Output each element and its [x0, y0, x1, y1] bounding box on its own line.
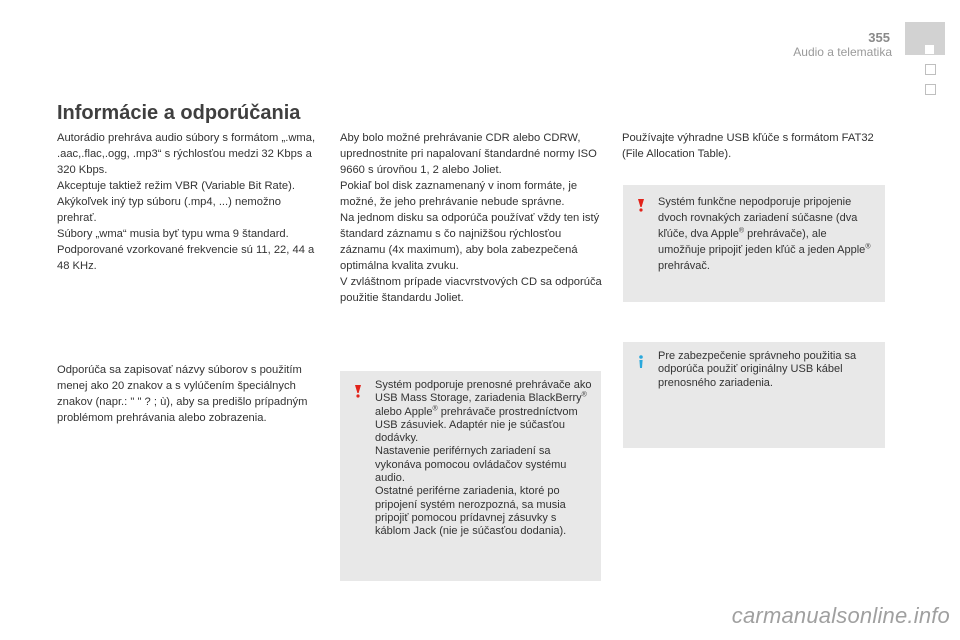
paragraph: Pokiaľ bol disk zaznamenaný v inom formáte, je možné, že jeho prehrávanie nebude správne.: [340, 180, 578, 208]
paragraph: Aby bolo možné prehrávanie CDR alebo CDRW, uprednostnite pri napalovaní štandardné normy ISO 9660 s úrovňou 1, 2 alebo Joliet.: [340, 132, 597, 176]
warning-icon: [633, 197, 649, 213]
paragraph: Akýkoľvek iný typ súboru (.mp4, ...) nemožno prehrať.: [57, 196, 281, 224]
page-title: Informácie a odporúčania: [57, 102, 301, 124]
paragraph: Autorádio prehráva audio súbory s formátom „.wma, .aac,.flac,.ogg, .mp3“ s rýchlosťou medzi 32 Kbps a 320 Kbps.: [57, 132, 316, 176]
paragraph: Pre zabezpečenie správneho použitia sa odporúča použiť originálny USB kábel prenosného zariadenia.: [658, 350, 857, 389]
column-1-text: [57, 130, 319, 274]
info-box-usb-cable: [623, 342, 885, 448]
column-3-text: [622, 130, 884, 162]
section-label: Audio a telematika: [793, 45, 892, 59]
paragraph: Systém podporuje prenosné prehrávače ako USB Mass Storage, zariadenia BlackBerry® alebo Apple® prehrávače prostredníctvom USB zásuviek. Adaptér nie je súčasťou dodávky.: [375, 379, 592, 445]
column-2-text: [340, 130, 602, 306]
chapter-tab-marker: [925, 45, 934, 54]
column-1-note: [57, 362, 319, 426]
paragraph: Nastavenie periférnych zariadení sa vykonáva pomocou ovládačov systému audio.: [375, 445, 567, 485]
paragraph: Odporúča sa zapisovať názvy súborov s použitím menej ako 20 znakov a s vylúčením špeciálnych znakov (napr.: " " ? ; ù), aby sa predišlo prípadným problémom prehrávania alebo zobrazenia.: [57, 364, 308, 424]
paragraph: Systém funkčne nepodporuje pripojenie dvoch rovnakých zariadení súčasne (dva kľúče, dva Apple® prehrávače), ale umožňuje pripojiť jeden kľúč a jeden Apple® prehrávač.: [658, 196, 871, 272]
paragraph: Podporované vzorkované frekvencie sú 11, 22, 44 a 48 KHz.: [57, 244, 315, 272]
paragraph: Akceptuje taktiež režim VBR (Variable Bit Rate).: [57, 180, 295, 192]
watermark: carmanualsonline.info: [731, 603, 950, 628]
page-number: 355: [868, 30, 890, 45]
warning-icon: [350, 383, 366, 399]
warning-text: [375, 379, 593, 539]
paragraph: Súbory „wma“ musia byť typu wma 9 štandard.: [57, 228, 289, 240]
info-icon: [633, 354, 649, 370]
warning-box-two-devices: [623, 185, 885, 302]
paragraph: Na jednom disku sa odporúča používať vždy ten istý štandard záznamu s čo najnižšou rýchlosťou záznamu (4x maximum), aby bola zabezpečená optimálna kvalita zvuku.: [340, 212, 600, 272]
warning-box-usb-devices: [340, 371, 601, 581]
chapter-tab-3[interactable]: [925, 84, 936, 95]
warning-text: [658, 194, 877, 274]
chapter-tab-2[interactable]: [925, 64, 936, 75]
paragraph: V zvláštnom prípade viacvrstvových CD sa odporúča použitie štandardu Joliet.: [340, 276, 602, 304]
chapter-tab-active[interactable]: [905, 22, 945, 55]
paragraph: Používajte výhradne USB kľúče s formátom FAT32 (File Allocation Table).: [622, 132, 874, 160]
paragraph: Ostatné periférne zariadenia, ktoré po pripojení systém nerozpozná, sa musia pripojiť pomocou prídavnej zásuvky s káblom Jack (nie je súčasťou dodania).: [375, 485, 567, 538]
info-text: [658, 350, 877, 390]
